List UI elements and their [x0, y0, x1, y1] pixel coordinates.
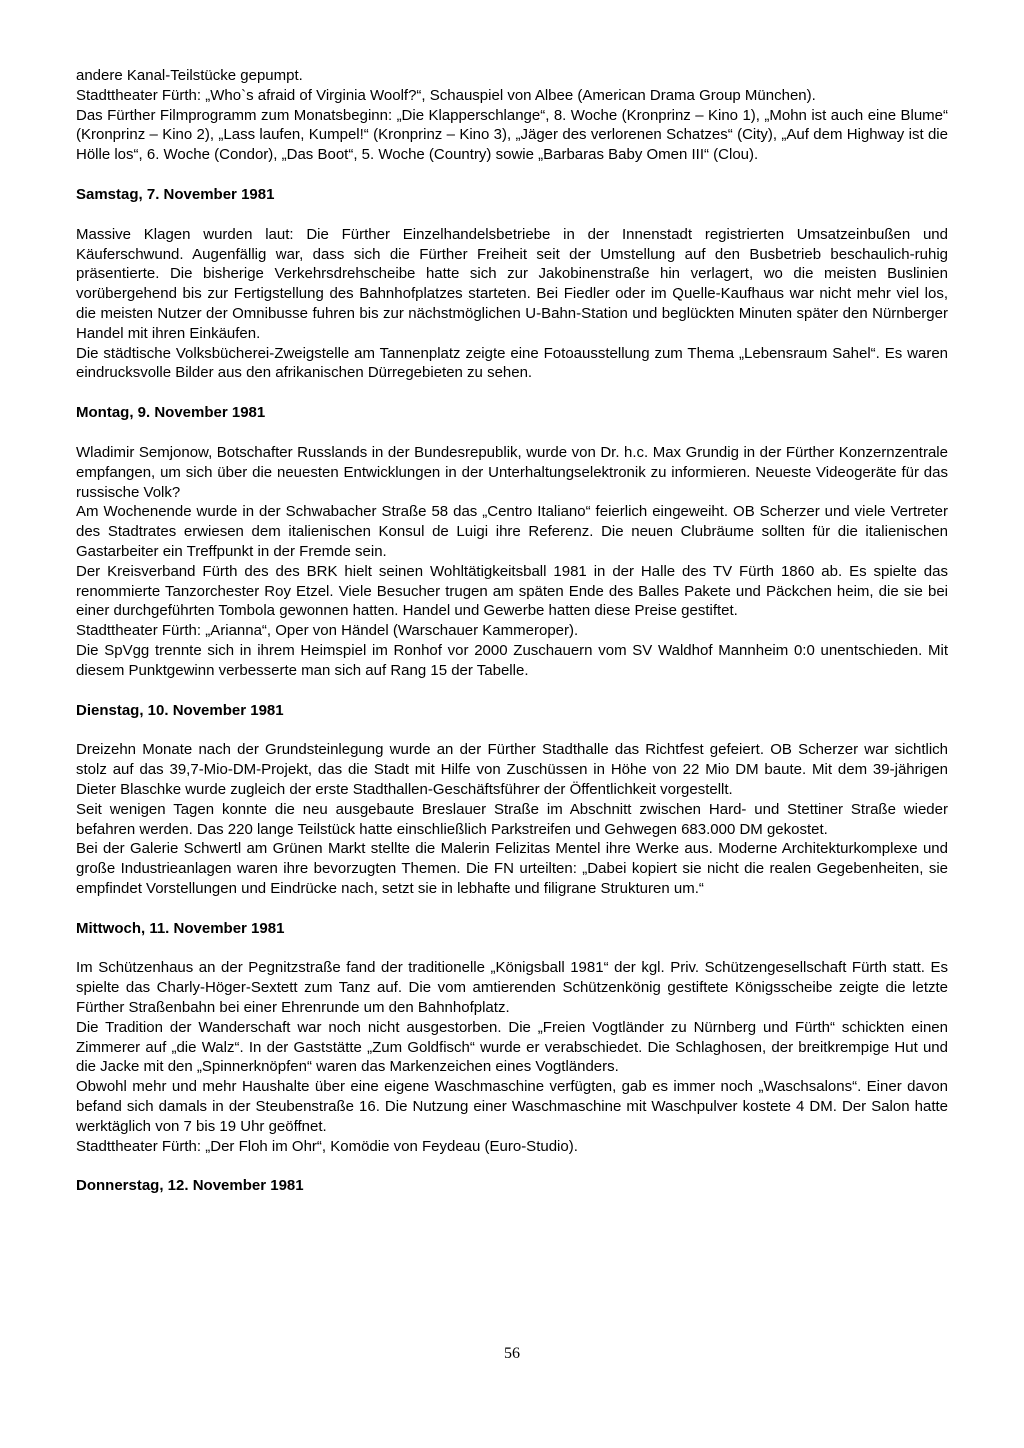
section-heading: Samstag, 7. November 1981 [76, 185, 275, 203]
paragraph: Wladimir Semjonow, Botschafter Russlands in der Bundesrepublik, wurde von Dr. h.c. Max Grundig in der Fürther Konzernzentrale empfangen, um sich über die neuesten Entwicklungen in der Unterhaltungselektronik zu informieren. Neueste Videogeräte für das russische Volk? [76, 443, 948, 501]
paragraph: Der Kreisverband Fürth des des BRK hielt seinen Wohltätigkeitsball 1981 in der Halle des TV Fürth 1860 ab. Es spielte das renommierte Tanzorchester Roy Etzel. Viele Besucher trugen am späten Ende des Balles Pakete und Päckchen heim, die sie bei einer durchgeführten Tombola gewonnen hatten. Handel und Gewerbe hatten diese Preise gestiftet. [76, 562, 948, 620]
paragraph: Das Fürther Filmprogramm zum Monatsbeginn: „Die Klapperschlange“, 8. Woche (Kronprinz – Kino 1), „Mohn ist auch eine Blume“ (Kronprinz – Kino 2), „Lass laufen, Kumpel!“ (Kronprinz – Kino 3), „Jäger des verlorenen Schatzes“ (City), „Auf dem Highway ist die Hölle los“, 6. Woche (Condor), „Das Boot“, 5. Woche (Country) sowie „Barbaras Baby Omen III“ (Clou). [76, 106, 948, 164]
paragraph: Im Schützenhaus an der Pegnitzstraße fand der traditionelle „Königsball 1981“ der kgl. Priv. Schützengesellschaft Fürth statt. Es spielte das Charly-Höger-Sextett zum Tanz auf. Die vom amtierenden Schützenkönig gestiftete Königsscheibe zeigte die letzte Fürther Straßenbahn bei einer Ehrenrunde um den Bahnhofplatz. [76, 959, 948, 1017]
paragraph: Stadttheater Fürth: „Who`s afraid of Virginia Woolf?“, Schauspiel von Albee (American Drama Group München). [76, 86, 816, 104]
paragraph: Bei der Galerie Schwertl am Grünen Markt stellte die Malerin Felizitas Mentel ihre Werke aus. Moderne Architekturkomplexe und große Industrieanlagen waren ihre bevorzugten Themen. Die FN urteilten: „Dabei kopiert sie nicht die realen Gegebenheiten, sie empfindet Vorstellungen und Eindrücke nach, setzt sie in lebhafte und filigrane Strukturen um.“ [76, 840, 948, 897]
paragraph: Die städtische Volksbücherei-Zweigstelle am Tannenplatz zeigte eine Fotoausstellung zum Thema „Lebensraum Sahel“. Es waren eindrucksvolle Bilder aus den afrikanischen Dürregebieten zu sehen. [76, 344, 948, 382]
paragraph: Seit wenigen Tagen konnte die neu ausgebaute Breslauer Straße im Abschnitt zwischen Hard- und Stettiner Straße wieder befahren werden. Das 220 lange Teilstück hatte einschließlich Parkstreifen und Gehwegen 683.000 DM gekostet. [76, 800, 948, 838]
paragraph: Stadttheater Fürth: „Der Floh im Ohr“, Komödie von Feydeau (Euro-Studio). [76, 1137, 578, 1155]
paragraph: Massive Klagen wurden laut: Die Fürther Einzelhandelsbetriebe in der Innenstadt registrierten Umsatzeinbußen und Käuferschwund. Augenfällig war, dass sich die Fürther Freiheit seit der Umstellung auf den Busbetrieb beschaulich-ruhig präsentierte. Die bisherige Verkehrsdrehscheibe hatte sich zur Jakobinenstraße hin verlagert, wo die meisten Buslinien vorübergehend bis zur Fertigstellung des Bahnhofplatzes starteten. Bei Fiedler oder im Quelle-Kaufhaus war nicht mehr viel los, die meisten Nutzer der Omnibusse fuhren bis zur nächstmöglichen U-Bahn-Station und beglückten Minuten später den Nürnberger Handel mit ihren Einkäufen. [76, 225, 948, 342]
document-body [76, 66, 948, 1196]
paragraph: Stadttheater Fürth: „Arianna“, Oper von Händel (Warschauer Kammeroper). [76, 622, 579, 640]
section-heading: Mittwoch, 11. November 1981 [76, 919, 285, 937]
paragraph: Die SpVgg trennte sich in ihrem Heimspiel im Ronhof vor 2000 Zuschauern vom SV Waldhof Mannheim 0:0 unentschieden. Mit diesem Punktgewinn verbesserte man sich auf Rang 15 der Tabelle. [76, 641, 948, 679]
paragraph: Obwohl mehr und mehr Haushalte über eine eigene Waschmaschine verfügten, gab es immer noch „Waschsalons“. Einer davon befand sich damals in der Steubenstraße 16. Die Nutzung einer Waschmaschine mit Waschpulver kostete 4 DM. Der Salon hatte werktäglich von 7 bis 19 Uhr geöffnet. [76, 1078, 948, 1135]
paragraph: andere Kanal-Teilstücke gepumpt. [76, 67, 303, 84]
paragraph: Am Wochenende wurde in der Schwabacher Straße 58 das „Centro Italiano“ feierlich eingeweiht. OB Scherzer und viele Vertreter des Stadtrates erwiesen dem italienischen Konsul de Luigi ihre Referenz. Die neuen Clubräume sollten für die italienischen Gastarbeiter ein Treffpunkt in der Fremde sein. [76, 503, 948, 560]
paragraph: Dreizehn Monate nach der Grundsteinlegung wurde an der Fürther Stadthalle das Richtfest gefeiert. OB Scherzer war sichtlich stolz auf das 39,7-Mio-DM-Projekt, das die Stadt mit Hilfe von Zuschüssen in Höhe von 22 Mio DM baute. Mit dem 39-jährigen Dieter Blaschke wurde zugleich der erste Stadthallen-Geschäftsführer der Öffentlichkeit vorgestellt. [76, 741, 948, 798]
paragraph: Die Tradition der Wanderschaft war noch nicht ausgestorben. Die „Freien Vogtländer zu Nürnberg und Fürth“ schickten einen Zimmerer auf „die Walz“. In der Gaststätte „Zum Goldfisch“ wurde er verabschiedet. Die Schlaghosen, der breitkrempige Hut und die Jacke mit den „Spinnerknöpfen“ waren das Markenzeichen eines Vogtländers. [76, 1018, 948, 1076]
section-heading: Montag, 9. November 1981 [76, 404, 266, 422]
section-heading: Donnerstag, 12. November 1981 [76, 1177, 304, 1195]
section-heading: Dienstag, 10. November 1981 [76, 701, 284, 719]
page-number: 56 [504, 1345, 520, 1363]
